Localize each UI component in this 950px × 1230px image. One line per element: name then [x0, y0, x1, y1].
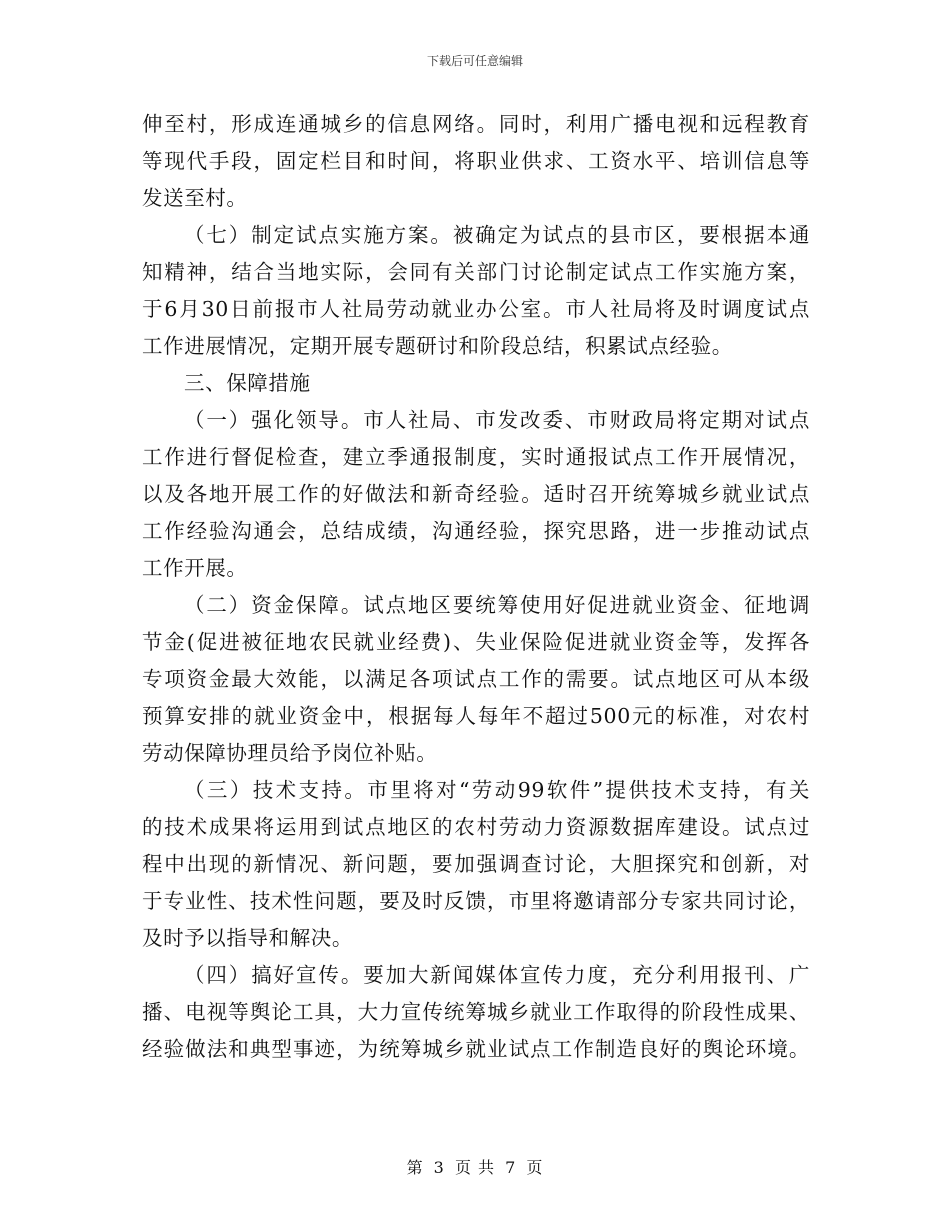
- text-line: 节金(促进被征地农民就业经费)、失业保险促进就业资金等，发挥各: [142, 630, 810, 654]
- document-body: [142, 106, 810, 1068]
- footer-middle: 页 共: [454, 1158, 496, 1177]
- text-line: 及时予以指导和解决。: [142, 926, 353, 950]
- section-heading-safeguards: [142, 365, 810, 402]
- text-line: （三）技术支持。市里将对“劳动99软件”提供技术支持，有关: [184, 778, 810, 802]
- text-line: 于专业性、技术性问题，要及时反馈，市里将邀请部分专家共同讨论，: [142, 889, 810, 913]
- text-line: 等现代手段，固定栏目和时间，将职业供求、工资水平、培训信息等: [142, 149, 810, 173]
- paragraph-continued: [142, 106, 810, 217]
- text-line: 的技术成果将运用到试点地区的农村劳动力资源数据库建设。试点过: [142, 815, 810, 839]
- footer-suffix: 页: [526, 1158, 544, 1177]
- text-line: 专项资金最大效能，以满足各项试点工作的需要。试点地区可从本级: [142, 667, 810, 691]
- paragraph-measure-3: [142, 772, 810, 957]
- text-line: 知精神，结合当地实际，会同有关部门讨论制定试点工作实施方案，: [142, 260, 810, 284]
- page-header-note: 下载后可任意编辑: [426, 54, 523, 68]
- text-line: 以及各地开展工作的好做法和新奇经验。适时召开统筹城乡就业试点: [142, 482, 810, 506]
- text-line: 伸至村，形成连通城乡的信息网络。同时，利用广播电视和远程教育: [142, 112, 810, 136]
- text-line: 发送至村。: [142, 186, 248, 210]
- text-line: （二）资金保障。试点地区要统筹使用好促进就业资金、征地调: [184, 593, 810, 617]
- paragraph-measure-2: [142, 587, 810, 772]
- text-line: （四）搞好宣传。要加大新闻媒体宣传力度，充分利用报刊、广: [184, 963, 810, 987]
- text-line: 预算安排的就业资金中，根据每人每年不超过500元的标准，对农村: [142, 704, 810, 728]
- text-line: （一）强化领导。市人社局、市发改委、市财政局将定期对试点: [184, 408, 810, 432]
- heading-text: 三、保障措施: [184, 371, 311, 395]
- text-line: （七）制定试点实施方案。被确定为试点的县市区，要根据本通: [184, 223, 810, 247]
- page-footer: [0, 1155, 950, 1178]
- footer-current-page: 3: [433, 1158, 445, 1177]
- text-line: 工作开展。: [142, 556, 248, 580]
- text-line: 于6月30日前报市人社局劳动就业办公室。市人社局将及时调度试点: [142, 297, 810, 321]
- paragraph-item-7: [142, 217, 810, 365]
- text-line: 经验做法和典型事迹，为统筹城乡就业试点工作制造良好的舆论环境。: [142, 1037, 810, 1061]
- text-line: 劳动保障协理员给予岗位补贴。: [142, 741, 438, 765]
- text-line: 工作进展情况，定期开展专题研讨和阶段总结，积累试点经验。: [142, 334, 733, 358]
- footer-total-pages: 7: [505, 1158, 517, 1177]
- text-line: 播、电视等舆论工具，大力宣传统筹城乡就业工作取得的阶段性成果、: [142, 1000, 810, 1024]
- paragraph-measure-4: [142, 957, 810, 1068]
- text-line: 工作经验沟通会，总结成绩，沟通经验，探究思路，进一步推动试点: [142, 519, 810, 543]
- text-line: 工作进行督促检查，建立季通报制度，实时通报试点工作开展情况，: [142, 445, 810, 469]
- footer-prefix: 第: [406, 1158, 424, 1177]
- text-line: 程中出现的新情况、新问题，要加强调查讨论，大胆探究和创新，对: [142, 852, 810, 876]
- paragraph-measure-1: [142, 402, 810, 587]
